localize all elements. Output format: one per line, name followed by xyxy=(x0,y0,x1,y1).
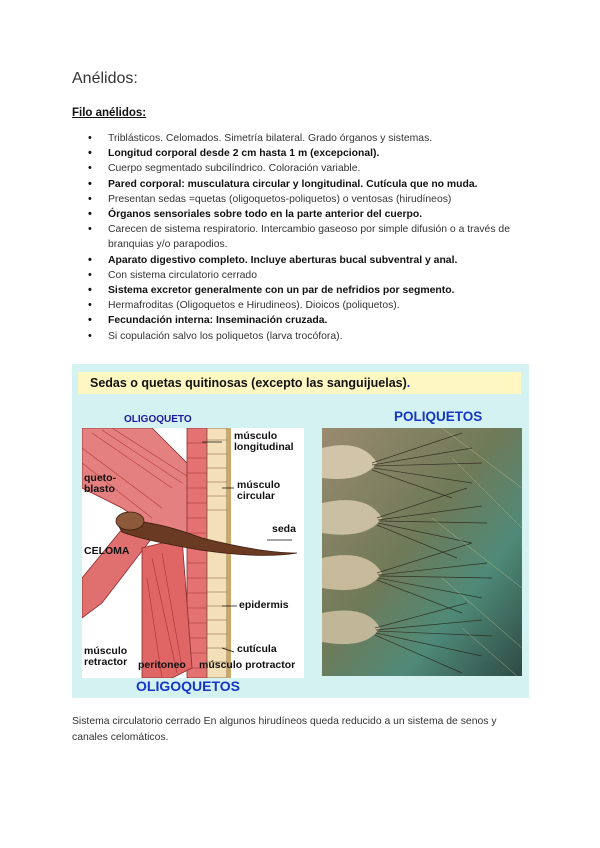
label-musculo-longitudinal xyxy=(234,431,294,453)
oligoquetos-caption: OLIGOQUETOS xyxy=(136,678,240,694)
footer-paragraph: Sistema circulatorio cerrado En algunos hirudíneos queda reducido a un sistema de senos y canales celomáticos. xyxy=(72,716,497,743)
list-item: • Hermafroditas (Oligoquetos e Hirudineos). Dioicos (poliquetos). xyxy=(88,298,533,313)
list-item: • Sistema excretor generalmente con un par de nefridios por segmento. xyxy=(88,283,533,298)
setae-figure xyxy=(72,364,529,698)
figure-header-text: Sedas o quetas quitinosas (excepto las sanguijuelas) xyxy=(90,376,407,390)
list-item: • Aparato digestivo completo. Incluye aberturas bucal subventral y anal. xyxy=(88,253,533,268)
label-musculo-retractor xyxy=(84,646,127,668)
label-line: longitudinal xyxy=(234,441,294,453)
label-peritoneo: peritoneo xyxy=(138,659,186,671)
label-cuticula: cutícula xyxy=(237,643,277,655)
section-subtitle: Filo anélidos: xyxy=(72,107,147,119)
label-epidermis: epidermis xyxy=(239,599,289,611)
polychaete-photo xyxy=(322,428,522,676)
label-quetoblasto xyxy=(84,473,116,495)
page-title: Anélidos: xyxy=(72,70,138,87)
list-item: • Órganos sensoriales sobre todo en la parte anterior del cuerpo. xyxy=(88,207,533,222)
list-item: • Presentan sedas =quetas (oligoquetos-poliquetos) o ventosas (hirudíneos) xyxy=(88,192,533,207)
label-line: retractor xyxy=(84,656,128,668)
photo-drawing xyxy=(322,428,522,676)
label-musculo-circular xyxy=(237,480,280,502)
label-line: músculo xyxy=(237,479,281,491)
chaetoblast-shape xyxy=(116,512,144,530)
list-item: • Cuerpo segmentado subcilíndrico. Coloración variable. xyxy=(88,161,533,176)
list-item: • Fecundación interna: Inseminación cruzada. xyxy=(88,313,533,328)
poliquetos-label: POLIQUETOS xyxy=(394,409,483,424)
label-line: músculo xyxy=(84,645,128,657)
list-item: • Carecen de sistema respiratorio. Intercambio gaseoso por simple difusión o a través de branquias y/o parapodios. xyxy=(88,222,533,252)
protractor-muscle-shape xyxy=(142,538,192,678)
figure-header xyxy=(78,372,521,394)
list-item: • Pared corporal: musculatura circular y longitudinal. Cutícula que no muda. xyxy=(88,177,533,192)
label-line: blasto xyxy=(84,483,115,495)
figure-header-dot: . xyxy=(406,376,411,390)
label-line: queto- xyxy=(84,472,117,484)
label-line: músculo xyxy=(234,430,278,442)
oligoqueto-label: OLIGOQUETO xyxy=(124,414,192,425)
label-musculo-protractor: músculo protractor xyxy=(199,659,296,671)
label-line: circular xyxy=(237,490,275,502)
characteristics-list xyxy=(88,131,533,344)
label-seda: seda xyxy=(272,523,296,535)
list-item: • Con sistema circulatorio cerrado xyxy=(88,268,533,283)
list-item: • Triblásticos. Celomados. Simetría bilateral. Grado órganos y sistemas. xyxy=(88,131,533,146)
list-item: • Si copulación salvo los poliquetos (larva trocófora). xyxy=(88,329,533,344)
label-celoma: CELOMA xyxy=(84,545,130,557)
list-item: • Longitud corporal desde 2 cm hasta 1 m (excepcional). xyxy=(88,146,533,161)
oligochaete-seta-diagram xyxy=(82,428,304,678)
